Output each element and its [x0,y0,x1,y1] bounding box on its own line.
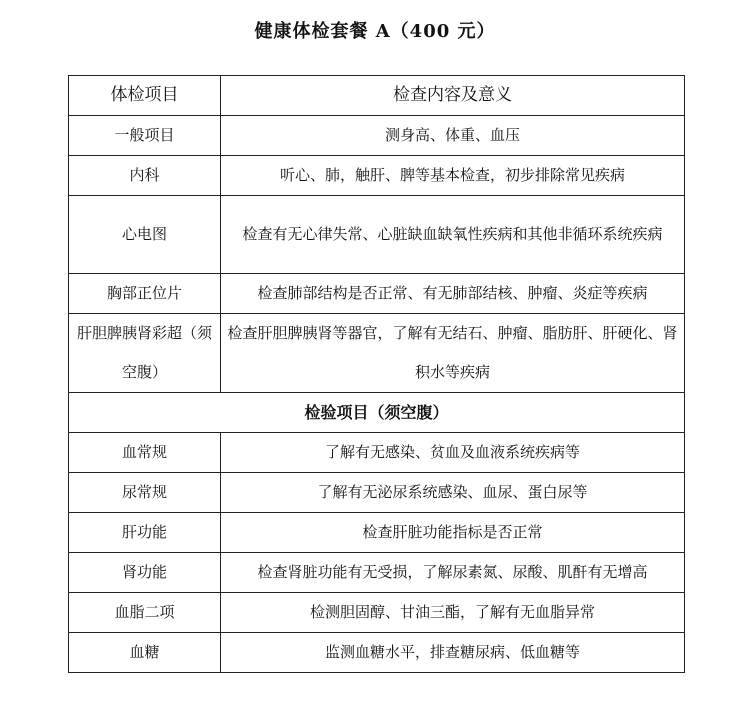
lab-item-name: 肝功能 [69,513,221,553]
lab-item-content: 检测胆固醇、甘油三酯，了解有无血脂异常 [221,593,685,633]
lab-item-name: 血常规 [69,433,221,473]
page-title: 健康体检套餐 A（400 元） [254,21,496,42]
section-row [69,393,685,433]
table-row [69,314,685,393]
table-row [69,473,685,513]
exam-item-content: 检查有无心律失常、心脏缺血缺氧性疾病和其他非循环系统疾病 [221,196,685,274]
lab-item-name: 血糖 [69,633,221,673]
lab-item-content: 了解有无泌尿系统感染、血尿、蛋白尿等 [221,473,685,513]
lab-item-name: 尿常规 [69,473,221,513]
exam-item-name: 一般项目 [69,116,221,156]
lab-item-content: 监测血糖水平，排查糖尿病、低血糖等 [221,633,685,673]
exam-item-name: 胸部正位片 [69,274,221,314]
exam-item-content: 听心、肺，触肝、脾等基本检查，初步排除常见疾病 [221,156,685,196]
header-content-meaning: 检查内容及意义 [221,76,685,116]
table-row [69,513,685,553]
lab-item-content: 检查肝脏功能指标是否正常 [221,513,685,553]
lab-section-title: 检验项目（须空腹） [69,393,685,433]
table-row [69,433,685,473]
lab-item-content: 检查肾脏功能有无受损，了解尿素氮、尿酸、肌酐有无增高 [221,553,685,593]
lab-item-content: 了解有无感染、贫血及血液系统疾病等 [221,433,685,473]
exam-item-content: 检查肝胆脾胰肾等器官，了解有无结石、肿瘤、脂肪肝、肝硬化、肾积水等疾病 [221,314,685,393]
lab-item-name: 肾功能 [69,553,221,593]
table-row [69,274,685,314]
header-exam-item: 体检项目 [69,76,221,116]
table-row [69,593,685,633]
table-header-row [69,76,685,116]
table-row [69,553,685,593]
checkup-package-table [68,75,685,673]
lab-item-name: 血脂二项 [69,593,221,633]
table-row [69,633,685,673]
exam-item-content: 检查肺部结构是否正常、有无肺部结核、肿瘤、炎症等疾病 [221,274,685,314]
exam-item-name: 心电图 [69,196,221,274]
table-row [69,116,685,156]
exam-item-name: 内科 [69,156,221,196]
exam-item-name: 肝胆脾胰肾彩超（须空腹） [69,314,221,393]
table-row [69,196,685,274]
exam-item-content: 测身高、体重、血压 [221,116,685,156]
table-row [69,156,685,196]
